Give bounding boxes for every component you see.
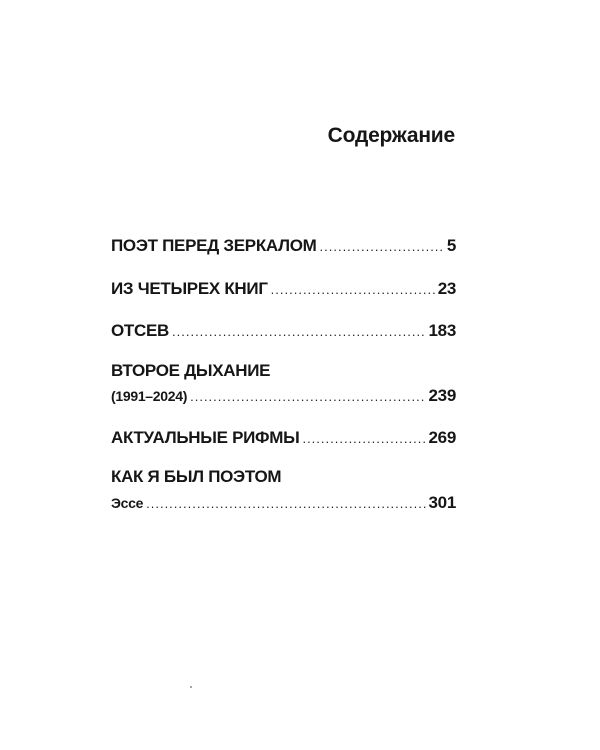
toc-entry-page-number: 301 <box>428 493 456 512</box>
toc-entry-iz-chetyrekh-knig[interactable] <box>111 279 456 299</box>
toc-entry-kak-ya-byl-poetom[interactable] <box>111 493 456 513</box>
toc-entry-title: АКТУАЛЬНЫЕ РИФМЫ <box>111 428 300 447</box>
toc-entry-page-number: 23 <box>437 279 456 298</box>
toc-entry-page-number: 183 <box>428 321 456 340</box>
toc-entry-aktualnye-rifmy[interactable] <box>111 428 456 448</box>
toc-entry-poet-pered-zerkalom[interactable] <box>111 236 456 256</box>
toc-entry-title: ОТСЕВ <box>111 321 170 340</box>
toc-entry-subtitle: (1991–2024) <box>111 388 188 404</box>
dot-leader <box>172 324 426 339</box>
toc-entry-vtoroe-dykhanie[interactable] <box>111 386 456 406</box>
toc-entry-title: ИЗ ЧЕТЫРЕХ КНИГ <box>111 279 268 298</box>
dot-leader <box>302 431 425 446</box>
dot-leader <box>320 239 444 254</box>
toc-entry-vtoroe-dykhanie-heading: ВТОРОЕ ДЫХАНИЕ <box>111 361 271 380</box>
toc-entry-page-number: 239 <box>428 386 456 405</box>
toc-entry-subtitle: Эссе <box>111 495 144 511</box>
toc-entry-kak-ya-byl-poetom-heading: КАК Я БЫЛ ПОЭТОМ <box>111 467 282 486</box>
dot-leader <box>271 282 435 297</box>
dot-leader <box>190 389 425 404</box>
toc-title: Содержание <box>327 124 455 147</box>
toc-entry-title: ПОЭТ ПЕРЕД ЗЕРКАЛОМ <box>111 236 317 255</box>
toc-entry-page-number: 269 <box>428 428 456 447</box>
paper-speck <box>190 686 192 688</box>
dot-leader <box>146 496 425 511</box>
toc-entry-page-number: 5 <box>446 236 456 255</box>
toc-entry-otsev[interactable] <box>111 321 456 341</box>
